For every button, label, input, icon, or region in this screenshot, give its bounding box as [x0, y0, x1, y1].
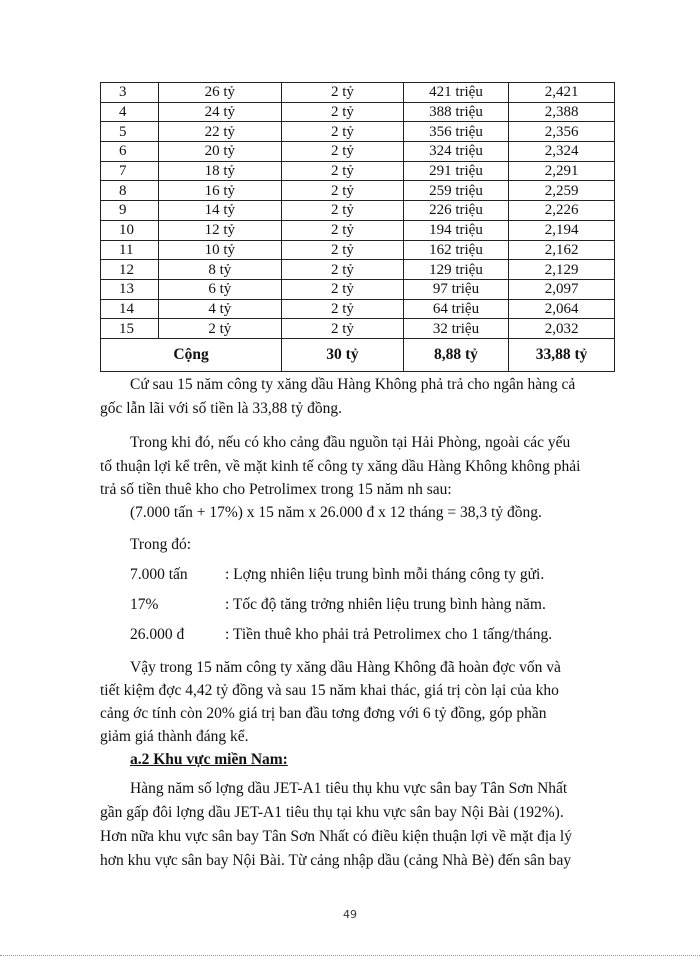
row-principal-remaining: 16 tỷ — [158, 181, 282, 201]
total-interest: 8,88 tỷ — [403, 338, 508, 371]
para4-line3: Hơn nữa khu vực sân bay Tân Sơn Nhất có điều kiện thuận lợi về mặt địa lý — [100, 828, 572, 845]
row-interest: 64 triệu — [403, 299, 508, 319]
row-total: 2,226 — [509, 201, 615, 221]
page-number: 49 — [343, 908, 357, 921]
row-total: 2,162 — [509, 240, 615, 260]
repayment-table — [100, 82, 615, 372]
row-interest: 194 triệu — [403, 220, 508, 240]
row-principal-paid: 2 tỷ — [282, 299, 404, 319]
row-year: 6 — [101, 142, 159, 162]
row-year: 11 — [101, 240, 159, 260]
row-year: 15 — [101, 319, 159, 339]
row-total: 2,032 — [509, 319, 615, 339]
para3-line1: Vậy trong 15 năm công ty xăng dầu Hàng Không đã hoàn đợc vốn và — [130, 659, 561, 676]
para1-line1: Cứ sau 15 năm công ty xăng dầu Hàng Không phả trả cho ngân hàng cả — [130, 376, 576, 393]
row-total: 2,129 — [509, 260, 615, 280]
row-interest: 291 triệu — [403, 161, 508, 181]
row-interest: 356 triệu — [403, 122, 508, 142]
para2-line3: trả số tiền thuê kho cho Petrolimex trong 15 năm nh sau: — [100, 481, 452, 498]
row-total: 2,064 — [509, 299, 615, 319]
row-total: 2,388 — [509, 102, 615, 122]
row-interest: 421 triệu — [403, 83, 508, 103]
row-principal-paid: 2 tỷ — [282, 279, 404, 299]
table-row — [101, 161, 615, 181]
row-interest: 162 triệu — [403, 240, 508, 260]
row-year: 12 — [101, 260, 159, 280]
total-principal: 30 tỷ — [282, 338, 404, 371]
total-sum: 33,88 tỷ — [509, 338, 615, 371]
row-total: 2,097 — [509, 279, 615, 299]
row-principal-paid: 2 tỷ — [282, 220, 404, 240]
para4-line1: Hàng năm số lợng dầu JET-A1 tiêu thụ khu vực sân bay Tân Sơn Nhất — [130, 780, 568, 797]
para1-line2: gốc lẫn lãi với số tiền là 33,88 tỷ đồng. — [100, 400, 342, 417]
row-interest: 226 triệu — [403, 201, 508, 221]
row-principal-remaining: 26 tỷ — [158, 83, 282, 103]
row-principal-remaining: 22 tỷ — [158, 122, 282, 142]
table-row — [101, 102, 615, 122]
row-year: 4 — [101, 102, 159, 122]
row-year: 9 — [101, 201, 159, 221]
table-row — [101, 299, 615, 319]
table-total-row — [101, 338, 615, 371]
row-interest: 259 triệu — [403, 181, 508, 201]
row-total: 2,421 — [509, 83, 615, 103]
row-principal-paid: 2 tỷ — [282, 201, 404, 221]
definition-key: 7.000 tấn — [130, 566, 188, 583]
section-heading: a.2 Khu vực miền Nam: — [130, 751, 288, 768]
row-principal-remaining: 24 tỷ — [158, 102, 282, 122]
row-total: 2,194 — [509, 220, 615, 240]
row-principal-remaining: 2 tỷ — [158, 319, 282, 339]
row-principal-remaining: 18 tỷ — [158, 161, 282, 181]
row-year: 5 — [101, 122, 159, 142]
definition-key: 17% — [130, 596, 159, 613]
row-year: 14 — [101, 299, 159, 319]
row-principal-remaining: 14 tỷ — [158, 201, 282, 221]
row-total: 2,356 — [509, 122, 615, 142]
total-label: Cộng — [101, 338, 282, 371]
row-total: 2,324 — [509, 142, 615, 162]
row-year: 8 — [101, 181, 159, 201]
row-interest: 32 triệu — [403, 319, 508, 339]
table-row — [101, 220, 615, 240]
table-row — [101, 83, 615, 103]
table-body — [101, 83, 615, 339]
para4-line2: gần gấp đôi lợng dầu JET-A1 tiêu thụ tại khu vực sân bay Nội Bài (192%). — [100, 804, 564, 821]
row-principal-paid: 2 tỷ — [282, 161, 404, 181]
row-interest: 388 triệu — [403, 102, 508, 122]
row-interest: 97 triệu — [403, 279, 508, 299]
para2-line2: tố thuận lợi kể trên, về mặt kinh tế công ty xăng dầu Hàng Không không phải — [100, 458, 581, 475]
para3-line3: cảng ớc tính còn 20% giá trị ban đầu tơng đơng với 6 tỷ đồng, góp phần — [100, 705, 547, 722]
para2-line1: Trong khi đó, nếu có kho cảng đầu nguồn tại Hải Phòng, ngoài các yếu — [130, 434, 571, 451]
row-principal-paid: 2 tỷ — [282, 83, 404, 103]
formula: (7.000 tấn + 17%) x 15 năm x 26.000 đ x 12 tháng = 38,3 tỷ đồng. — [130, 504, 542, 521]
definition-value: : Tốc độ tăng trởng nhiên liệu trung bình hàng năm. — [225, 596, 546, 613]
para3-line4: giảm giá thành đáng kể. — [100, 728, 249, 745]
row-principal-remaining: 6 tỷ — [158, 279, 282, 299]
row-principal-remaining: 20 tỷ — [158, 142, 282, 162]
table-row — [101, 260, 615, 280]
row-principal-remaining: 8 tỷ — [158, 260, 282, 280]
row-principal-paid: 2 tỷ — [282, 260, 404, 280]
row-year: 10 — [101, 220, 159, 240]
table-row — [101, 240, 615, 260]
row-principal-remaining: 4 tỷ — [158, 299, 282, 319]
row-principal-paid: 2 tỷ — [282, 102, 404, 122]
row-total: 2,291 — [509, 161, 615, 181]
row-principal-remaining: 10 tỷ — [158, 240, 282, 260]
row-principal-remaining: 12 tỷ — [158, 220, 282, 240]
para3-line2: tiết kiệm đợc 4,42 tỷ đồng và sau 15 năm khai thác, giá trị còn lại của kho — [100, 682, 559, 699]
row-interest: 324 triệu — [403, 142, 508, 162]
row-year: 3 — [101, 83, 159, 103]
table-row — [101, 142, 615, 162]
definition-key: 26.000 đ — [130, 626, 185, 643]
row-total: 2,259 — [509, 181, 615, 201]
table-row — [101, 279, 615, 299]
row-principal-paid: 2 tỷ — [282, 142, 404, 162]
where-label: Trong đó: — [130, 536, 192, 553]
row-interest: 129 triệu — [403, 260, 508, 280]
footer-dotted-line — [0, 955, 700, 956]
row-principal-paid: 2 tỷ — [282, 319, 404, 339]
row-principal-paid: 2 tỷ — [282, 240, 404, 260]
row-principal-paid: 2 tỷ — [282, 181, 404, 201]
table-row — [101, 201, 615, 221]
row-year: 13 — [101, 279, 159, 299]
table-row — [101, 181, 615, 201]
table-row — [101, 319, 615, 339]
para4-line4: hơn khu vực sân bay Nội Bài. Từ cảng nhập dầu (cảng Nhà Bè) đến sân bay — [100, 852, 572, 869]
definition-value: : Lợng nhiên liệu trung bình mỗi tháng công ty gửi. — [225, 566, 545, 583]
row-year: 7 — [101, 161, 159, 181]
row-principal-paid: 2 tỷ — [282, 122, 404, 142]
table-row — [101, 122, 615, 142]
definition-value: : Tiền thuê kho phải trả Petrolimex cho 1 tấng/tháng. — [225, 626, 553, 643]
